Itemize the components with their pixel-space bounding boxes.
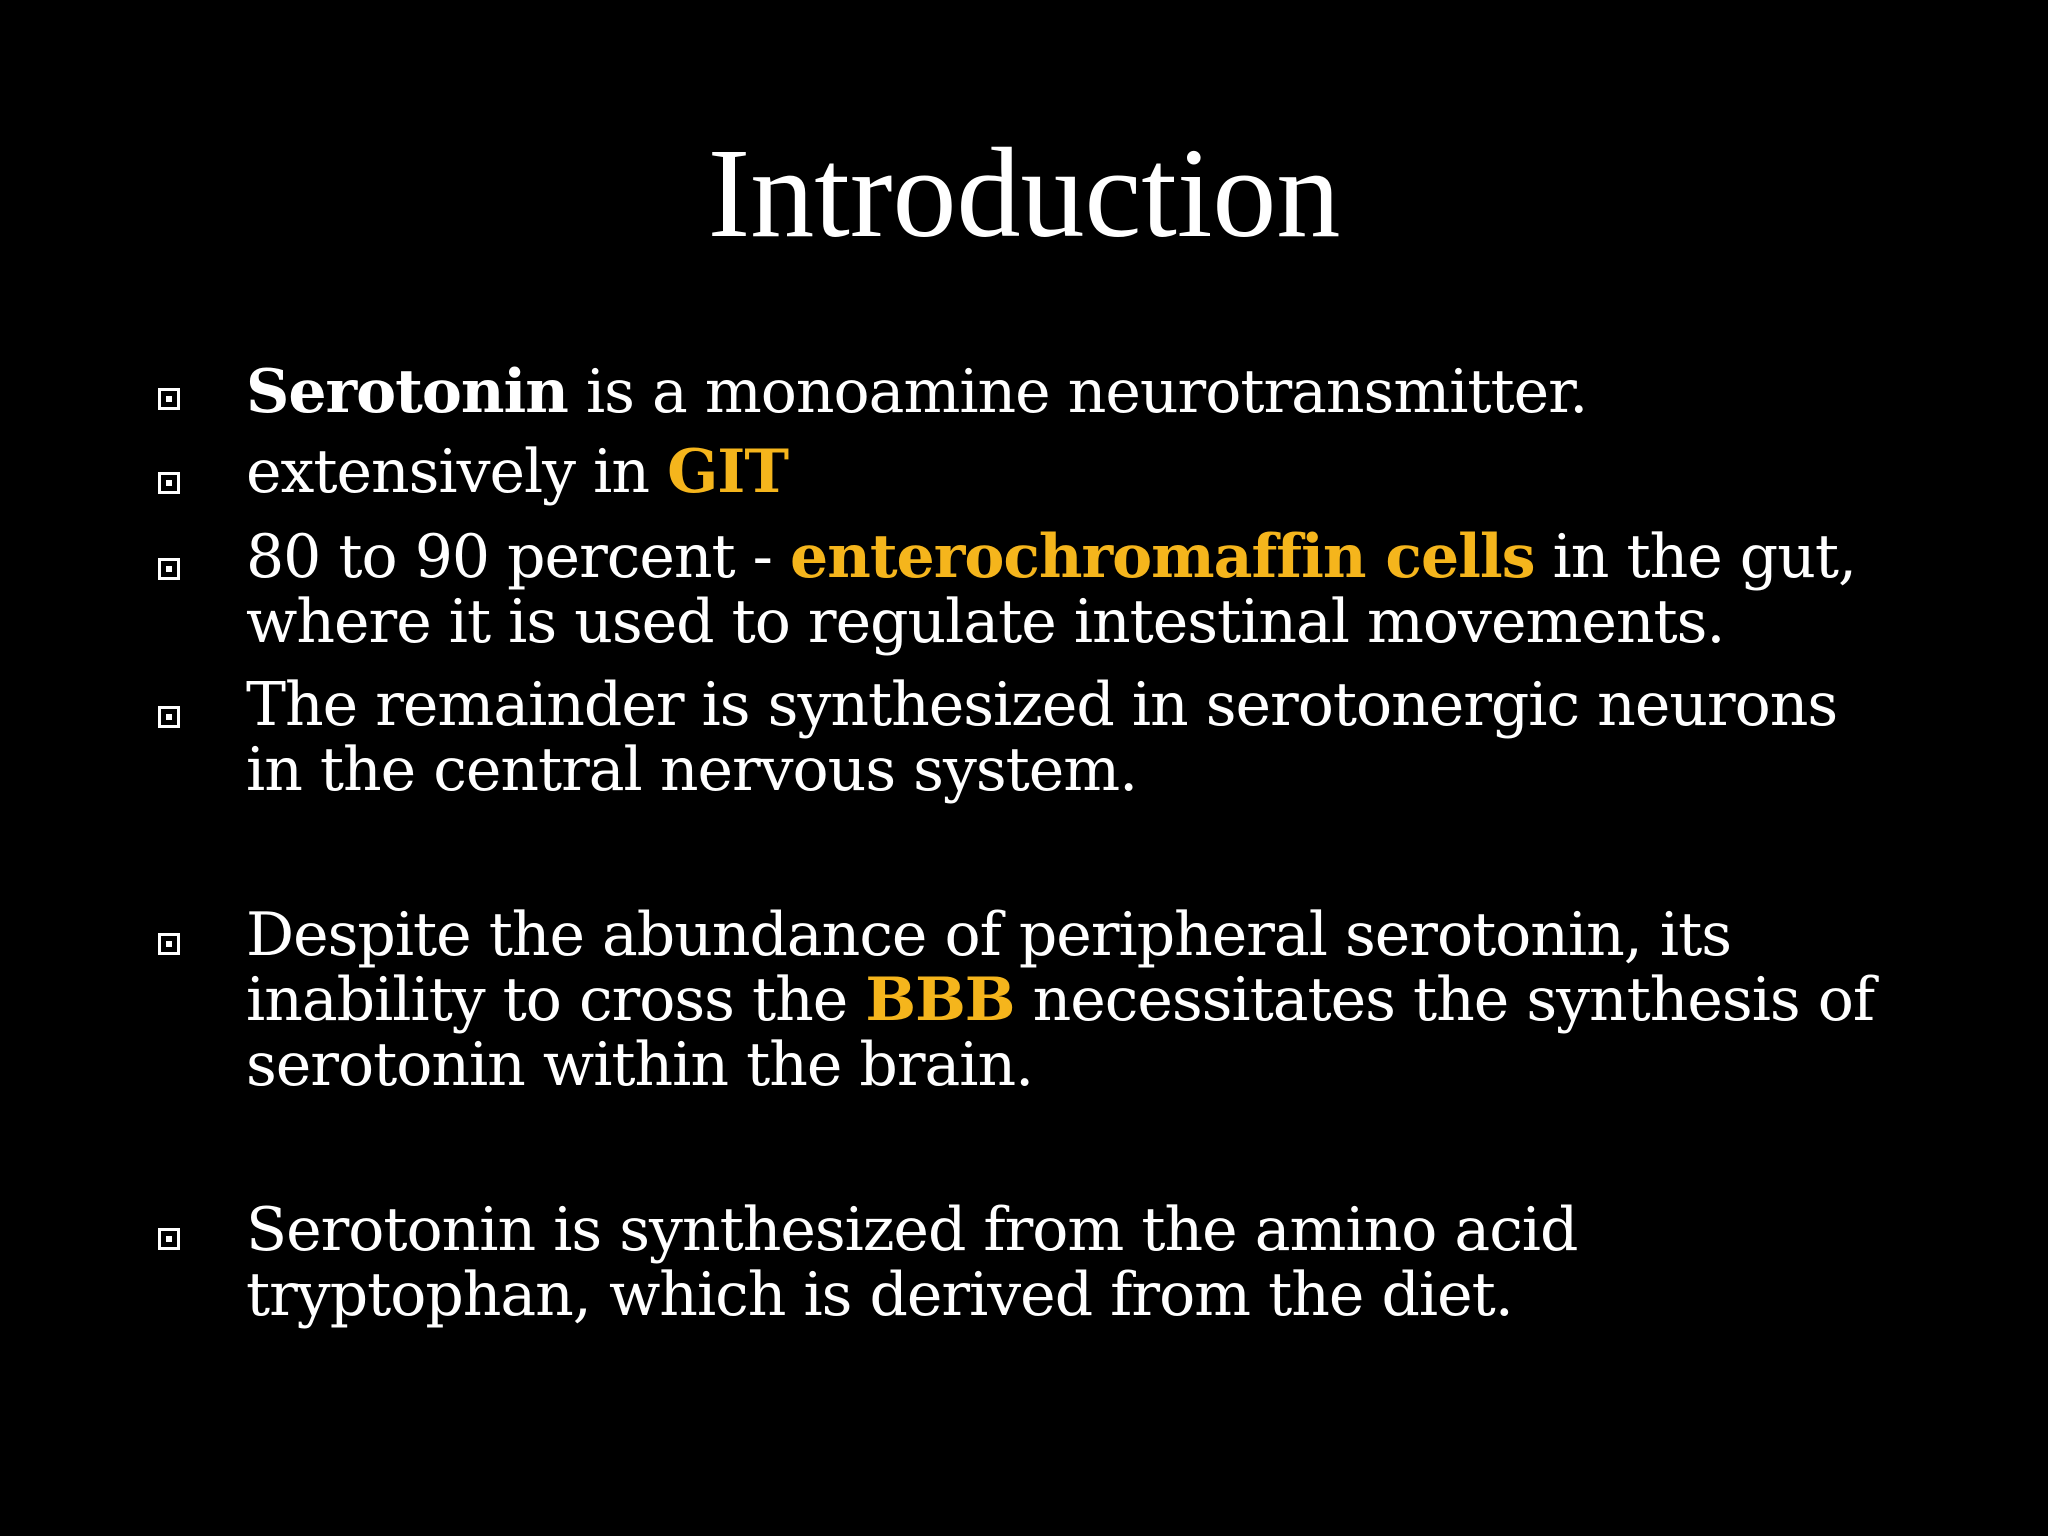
bullet-text-line: tryptophan, which is derived from the diet. (246, 1260, 1513, 1330)
square-bullet-icon (158, 472, 180, 494)
square-bullet-icon (158, 706, 180, 728)
bullet-text-line: in the central nervous system. (246, 735, 1138, 805)
bullet-text-line: The remainder is synthesized in serotonergic neurons (246, 670, 1838, 740)
bullet-text-line: Despite the abundance of peripheral serotonin, its (246, 900, 1732, 970)
square-bullet-icon (158, 388, 180, 410)
text-run: is a monoamine neurotransmitter. (567, 357, 1588, 427)
text-run: inability to cross the (246, 965, 866, 1035)
bullet-text-line (246, 522, 1926, 592)
text-run: 80 to 90 percent - (246, 522, 791, 592)
bullet-text-line: Serotonin is synthesized from the amino acid (246, 1195, 1578, 1265)
square-bullet-icon (158, 1228, 180, 1250)
bullet-text-line (246, 965, 1926, 1035)
text-run: in the gut, (1534, 522, 1857, 592)
bullet-text-line: where it is used to regulate intestinal movements. (246, 587, 1725, 657)
bullet-text (246, 357, 1926, 427)
bold-term: Serotonin (246, 357, 568, 427)
highlight-term: GIT (667, 437, 789, 507)
highlight-term: enterochromaffin cells (790, 522, 1535, 592)
text-run: extensively in (246, 437, 668, 507)
square-bullet-icon (158, 933, 180, 955)
slide-title: Introduction (707, 122, 1341, 264)
bullet-text-line: serotonin within the brain. (246, 1030, 1034, 1100)
bullet-text (246, 437, 1926, 507)
square-bullet-icon (158, 558, 180, 580)
text-run: necessitates the synthesis of (1014, 965, 1875, 1035)
highlight-term: BBB (865, 965, 1015, 1035)
